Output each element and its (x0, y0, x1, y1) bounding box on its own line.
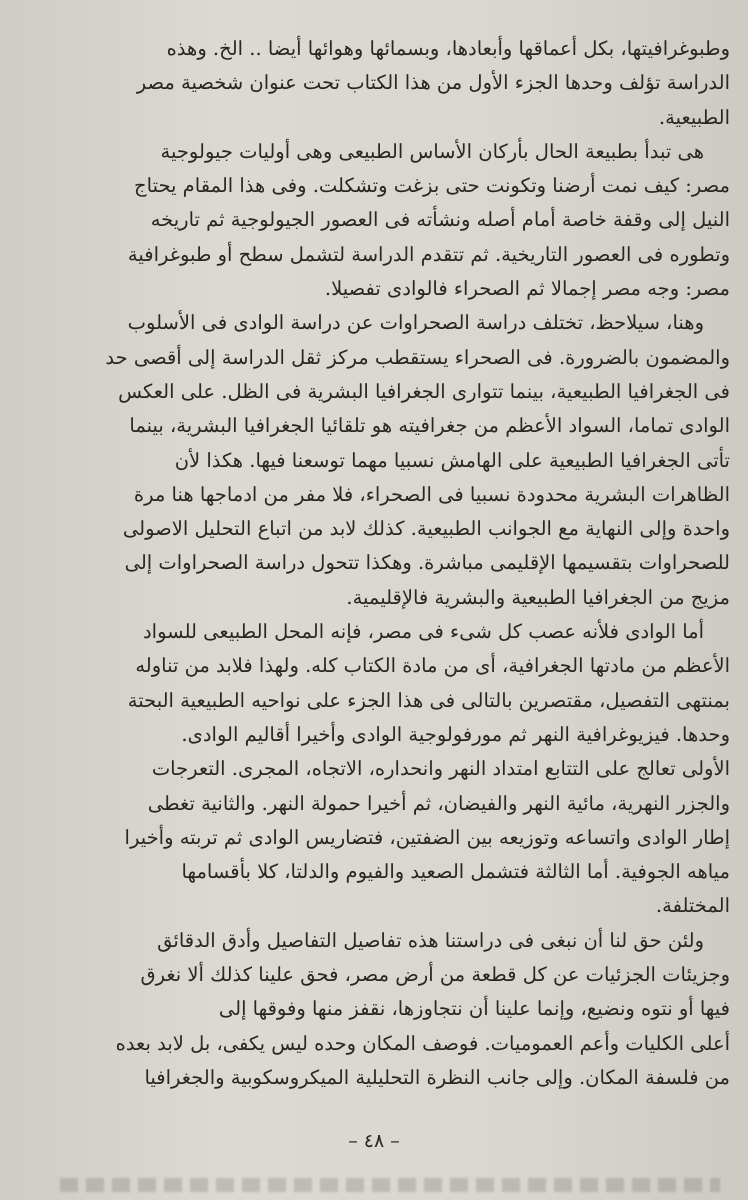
text-line: من فلسفة المكان. وإلى جانب النظرة التحليلية الميكروسكوبية والجغرافيا (144, 1065, 730, 1089)
text-line: النيل إلى وقفة خاصة أمام أصله ونشأته فى العصور الجيولوجية ثم تاريخه (150, 208, 730, 232)
text-line: إطار الوادى واتساعه وتوزيعه بين الضفتين، فتضاريس الوادى ثم تربته وأخيرا (124, 825, 730, 849)
text-line: وتطوره فى العصور التاريخية. ثم تتقدم الدراسة لتشمل سطح أو طبوغرافية (127, 242, 730, 266)
text-line: والجزر النهرية، مائية النهر والفيضان، ثم أخيرا حمولة النهر. والثانية تغطى (147, 791, 730, 815)
text-line: وهنا، سيلاحظ، تختلف دراسة الصحراوات عن دراسة الوادى فى الأسلوب (127, 311, 704, 335)
text-line: هى تبدأ بطبيعة الحال بأركان الأساس الطبيعى وهى أوليات جيولوجية (160, 139, 704, 163)
page-number: – ٤٨ – (348, 1130, 400, 1152)
text-line: المختلفة. (655, 894, 730, 918)
text-line: أعلى الكليات وأعم العموميات. فوصف المكان وحده ليس يكفى، بل لابد بعده (115, 1031, 730, 1055)
bleed-through-text (60, 1178, 720, 1192)
text-line: ولئن حق لنا أن نبغى فى دراستنا هذه تفاصيل التفاصيل وأدق الدقائق (157, 928, 704, 952)
text-line: الطبيعية. (658, 105, 730, 129)
text-line: مصر: وجه مصر إجمالا ثم الصحراء فالوادى تفصيلا. (324, 277, 730, 301)
text-line: مزيج من الجغرافيا الطبيعية والبشرية فالإقليمية. (346, 585, 730, 609)
text-line: مياهه الجوفية. أما الثالثة فتشمل الصعيد والفيوم والدلتا، كلا بأقسامها (181, 860, 730, 884)
text-line: وحدها. فيزيوغرافية النهر ثم مورفولوجية الوادى وأخيرا أقاليم الوادى. (181, 722, 730, 746)
text-line: بمنتهى التفصيل، مقتصرين بالتالى فى هذا الجزء على نواحيه الطبيعية البحتة (127, 688, 730, 712)
text-line: للصحراوات بتقسيمها الإقليمى مباشرة. وهكذا تتحول دراسة الصحراوات إلى (124, 551, 730, 575)
text-line: تأتى الجغرافيا الطبيعية على الهامش نسبيا مهما توسعنا فيها. هكذا لأن (174, 448, 730, 472)
text-line: الوادى تماما، السواد الأعظم من جغرافيته هو تلقائيا الجغرافيا البشرية، بينما (129, 414, 730, 438)
text-line: فيها أو نتوه ونضيع، وإنما علينا أن نتجاوزها، نقفز منها وفوقها إلى (218, 997, 730, 1021)
body-text (32, 32, 730, 1095)
text-line: فى الجغرافيا الطبيعية، بينما تتوارى الجغرافيا البشرية فى الظل. على العكس (118, 379, 730, 403)
text-line: الأعظم من مادتها الجغرافية، أى من مادة الكتاب كله. ولهذا فلابد من تناوله (135, 654, 730, 678)
text-line: الدراسة تؤلف وحدها الجزء الأول من هذا الكتاب تحت عنوان شخصية مصر (136, 71, 730, 95)
text-line: أما الوادى فلأنه عصب كل شىء فى مصر، فإنه المحل الطبيعى للسواد (143, 620, 704, 644)
text-line: وجزيئات الجزئيات عن كل قطعة من أرض مصر، فحق علينا كذلك ألا نغرق (140, 963, 730, 987)
text-line: الظاهرات البشرية محدودة نسبيا فى الصحراء، فلا مفر من ادماجها هنا مرة (133, 482, 730, 506)
text-line: الأولى تعالج على التتابع امتداد النهر وانحداره، الاتجاه، المجرى. التعرجات (151, 757, 730, 781)
text-line: مصر: كيف نمت أرضنا وتكونت حتى بزغت وتشكلت. وفى هذا المقام يحتاج (134, 174, 730, 198)
text-line: وطبوغرافيتها، بكل أعماقها وأبعادها، وبسمائها وهوائها أيضا .. الخ. وهذه (166, 37, 730, 60)
text-line: واحدة وإلى النهاية مع الجوانب الطبيعية. كذلك لابد من اتباع التحليل الاصولى (122, 517, 730, 541)
text-line: والمضمون بالضرورة. فى الصحراء يستقطب مركز ثقل الدراسة إلى أقصى حد (105, 345, 730, 369)
